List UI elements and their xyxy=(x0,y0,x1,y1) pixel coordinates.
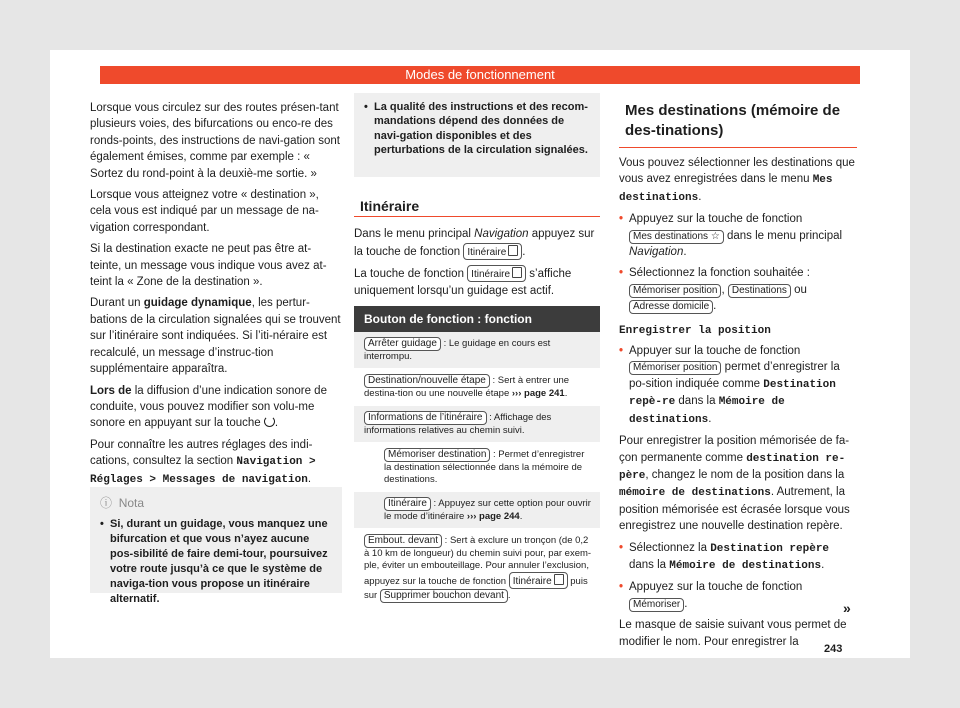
flag-icon xyxy=(554,574,564,585)
note-text: • Si, durant un guidage, vous manquez une bifurcation et que vous n’ayez aucune pos-sibilité de faire demi-tour, poursuivez votre route jusqu’à ce que le système de naviga-tion vous propose un itinéraire alternatif. xyxy=(90,511,342,607)
info-icon: ⓘ xyxy=(100,496,113,510)
paragraph: Vous pouvez sélectionner les destinations que vous avez enregistrées dans le menu Mes destinations. xyxy=(619,157,855,204)
middle-column xyxy=(354,198,600,304)
bullet-item: • Sélectionnez la Destination repère dans la Mémoire de destinations. xyxy=(619,540,857,575)
power-icon xyxy=(264,416,275,427)
table-row: Destination/nouvelle étape : Sert à entrer une destina-tion ou une nouvelle étape ››› page 241. xyxy=(354,369,600,406)
paragraph: Lorsque vous atteignez votre « destination », cela vous est indiqué par un message de na-vigation correspondant. xyxy=(90,189,319,234)
flag-icon xyxy=(512,267,522,278)
note-box xyxy=(90,487,342,605)
paragraph: La touche de fonction Itinéraire s’affiche uniquement lorsqu’un guidage est actif. xyxy=(354,265,600,299)
subheading: Enregistrer la position xyxy=(619,324,771,337)
paragraph: Le masque de saisie suivant vous permet de modifier le nom. Pour enregistrer la xyxy=(619,619,847,648)
section-heading: Itinéraire xyxy=(360,198,420,214)
bullet-item: • Appuyer sur la touche de fonction Mémoriser position permet d’enregistrer la po-sition indiquée comme Destination repè-re dans la Mémoire de destinations. xyxy=(619,343,857,428)
continued-marker: » xyxy=(843,600,851,616)
heading-rule xyxy=(619,147,857,148)
paragraph: Pour enregistrer la position mémorisée de fa-çon permanente comme destination re-père, changez le nom de la position dans la mémoire de destinations. Autrement, la position mémorisée est écrasée lorsque vous enregistrez une nouvelle destination repère. xyxy=(619,435,850,533)
table-row: Informations de l’itinéraire : Affichage des informations relatives au chemin suivi. xyxy=(354,406,600,443)
table-row: Embout. devant : Sert à exclure un tronçon (de 0,2 à 10 km de longueur) du chemin suivi pour, par exem-ple, éviter un embouteillage. Pour annuler l’exclusion, appuyez sur la touche de fonction Itinéraire puis sur Supprimer bouchon devant . xyxy=(354,529,600,609)
table-row: Mémoriser destination : Permet d’enregistrer la destination sélectionnée dans la mémoire de destinations. xyxy=(354,443,600,492)
bullet-item: • Appuyez sur la touche de fonction Mes destinations ☆ dans le menu principal Navigation. xyxy=(619,211,857,260)
bullet-item: • Appuyez sur la touche de fonction Mémoriser . xyxy=(619,579,857,612)
itinerary-button: Itinéraire xyxy=(463,243,522,260)
page-header: Modes de fonctionnement xyxy=(100,66,860,84)
right-column xyxy=(619,101,857,655)
paragraph: Lors de la diffusion d’une indication sonore de conduite, vous pouvez modifier son volu-me sonore en appuyant sur la touche . xyxy=(90,384,327,430)
paragraph: Pour connaître les autres réglages des indi-cations, consultez la section Navigation > Réglages > Messages de navigation. xyxy=(90,438,316,486)
itinerary-button: Itinéraire xyxy=(467,265,526,282)
quality-note-text: • La qualité des instructions et des recom-mandations dépend des données de navi-gation disponibles et des perturbations de la circulation signalées. xyxy=(354,93,600,158)
table-row: Itinéraire : Appuyez sur cette option pour ouvrir le mode d’itinéraire ››› page 244. xyxy=(354,492,600,529)
heading-rule xyxy=(354,216,600,217)
paragraph: Durant un guidage dynamique, les pertur-bations de la circulation signalées qui se trouvent sur l’itinéraire sont indiquées. Si l’iti-néraire est recalculé, un message d’instruc-tion supplémentaire apparaîtra. xyxy=(90,297,341,376)
quality-note-box xyxy=(354,93,600,177)
note-header: ⓘ Nota xyxy=(100,496,145,510)
section-heading: Mes destinations (mémoire de des-tinations) xyxy=(625,102,841,139)
table-header: Bouton de fonction : fonction xyxy=(354,306,600,332)
bullet-item: • Sélectionnez la fonction souhaitée : Mémoriser position , Destinations ou Adresse domicile . xyxy=(619,265,857,314)
table-row: Arrêter guidage : Le guidage en cours est interrompu. xyxy=(354,332,600,369)
paragraph: Dans le menu principal Navigation appuyez sur la touche de fonction Itinéraire . xyxy=(354,228,595,258)
left-column xyxy=(90,100,342,493)
page-number: 243 xyxy=(824,643,843,655)
star-icon: ☆ xyxy=(710,230,720,242)
flag-icon xyxy=(508,245,518,256)
function-table xyxy=(354,306,600,609)
paragraph: Lorsque vous circulez sur des routes présen-tant plusieurs voies, des bifurcations ou enco-re des ronds-points, des instructions de navi-gation sont également émises, comme par exemple : « Sortez du rond-point à la deuxiè-me sortie. » xyxy=(90,102,340,180)
paragraph: Si la destination exacte ne peut pas être at-teinte, un message vous indique vous avez at-teint la « Zone de la destination ». xyxy=(90,243,327,289)
